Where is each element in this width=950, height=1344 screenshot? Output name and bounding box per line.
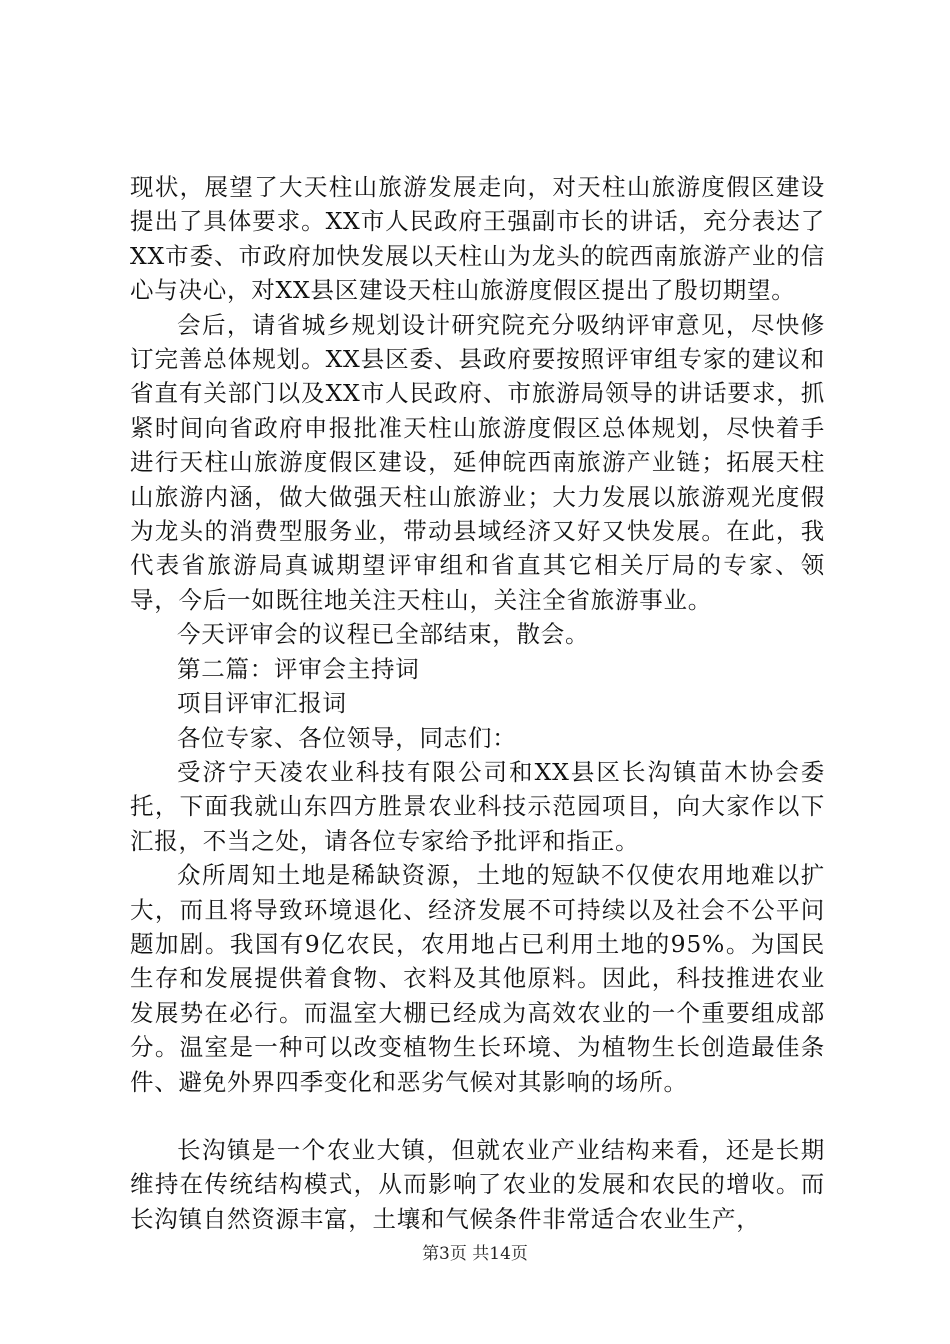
paragraph-spacer: [130, 1099, 825, 1133]
document-body: [130, 170, 825, 1236]
paragraph-4: 受济宁天凌农业科技有限公司和XX县区长沟镇苗木协会委托，下面我就山东四方胜景农业科技示范园项目，向大家作以下汇报，不当之处，请各位专家给予批评和指正。: [130, 757, 825, 855]
section-heading: 第二篇：评审会主持词: [177, 654, 420, 683]
paragraph-2: 会后，请省城乡规划设计研究院充分吸纳评审意见，尽快修订完善总体规划。XX县区委、县政府要按照评审组专家的建议和省直有关部门以及XX市人民政府、市旅游局领导的讲话要求，抓紧时间向省政府申报批准天柱山旅游度假区总体规划，尽快着手进行天柱山旅游度假区建设，延伸皖西南旅游产业链；拓展天柱山旅游内涵，做大做强天柱山旅游业；大力发展以旅游观光度假为龙头的消费型服务业，带动县域经济又好又快发展。在此，我代表省旅游局真诚期望评审组和省直其它相关厅局的专家、领导，今后一如既往地关注天柱山，关注全省旅游事业。: [130, 310, 825, 614]
paragraph-3: 今天评审会的议程已全部结束，散会。: [177, 620, 590, 649]
subsection-title: 项目评审汇报词: [177, 689, 347, 718]
paragraph-5: 众所周知土地是稀缺资源，土地的短缺不仅使农用地难以扩大，而且将导致环境退化、经济发展不可持续以及社会不公平问题加剧。我国有9亿农民，农用地占已利用土地的95%。为国民生存和发展提供着食物、衣料及其他原料。因此，科技推进农业发展势在必行。而温室大棚已经成为高效农业的一个重要组成部分。温室是一种可以改变植物生长环境、为植物生长创造最佳条件、避免外界四季变化和恶劣气候对其影响的场所。: [130, 861, 825, 1096]
paragraph-6: 长沟镇是一个农业大镇，但就农业产业结构来看，还是长期维持在传统结构模式，从而影响了农业的发展和农民的增收。而长沟镇自然资源丰富，土壤和气候条件非常适合农业生产，: [130, 1135, 825, 1233]
salutation: 各位专家、各位领导，同志们：: [177, 723, 517, 752]
page-footer: 第3页 共14页: [422, 1244, 528, 1264]
paragraph-1: 现状，展望了大天柱山旅游发展走向，对天柱山旅游度假区建设提出了具体要求。XX市人民政府王强副市长的讲话，充分表达了XX市委、市政府加快发展以天柱山为龙头的皖西南旅游产业的信心与决心，对XX县区建设天柱山旅游度假区提出了殷切期望。: [130, 173, 825, 305]
